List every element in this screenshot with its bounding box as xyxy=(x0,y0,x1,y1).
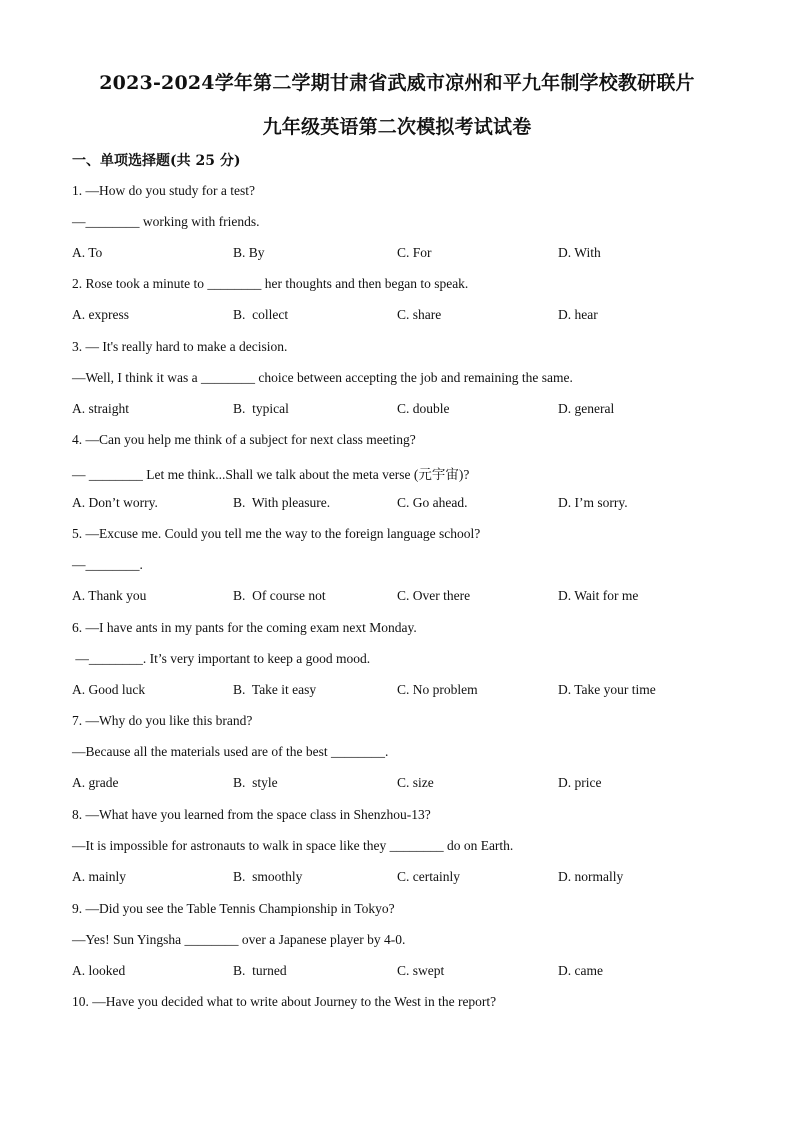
exam-title-line2: 九年级英语第二次模拟考试试卷 xyxy=(262,116,532,138)
q4-option-c: C. Go ahead. xyxy=(397,495,468,510)
q5-option-b: B. Of course not xyxy=(233,588,326,603)
q4-option-b: B. With pleasure. xyxy=(233,495,331,510)
q7-option-c: C. size xyxy=(397,775,434,790)
q4-option-a: A. Don’t worry. xyxy=(72,495,158,510)
q5-stem-line2: —________. xyxy=(72,557,143,572)
q9-stem-line1: 9. —Did you see the Table Tennis Championship in Tokyo? xyxy=(72,901,395,916)
q3-option-c: C. double xyxy=(397,401,450,416)
q8-option-b: B. smoothly xyxy=(233,869,303,884)
q3-option-d: D. general xyxy=(558,401,615,416)
q5-option-a: A. Thank you xyxy=(72,588,147,603)
q10-stem-line1: 10. —Have you decided what to write about Journey to the West in the report? xyxy=(72,994,497,1009)
q1-stem-line2: —________ working with friends. xyxy=(72,214,260,229)
q2-stem-line1: 2. Rose took a minute to ________ her thoughts and then began to speak. xyxy=(72,276,469,291)
q1-stem-line1: 1. —How do you study for a test? xyxy=(72,183,255,198)
q3-option-a: A. straight xyxy=(72,401,129,416)
q1-option-a: A. To xyxy=(72,245,103,260)
q6-option-b: B. Take it easy xyxy=(233,682,317,697)
q6-stem-line2: —________. It’s very important to keep a good mood. xyxy=(72,651,371,666)
q8-option-c: C. certainly xyxy=(397,869,460,884)
q8-option-a: A. mainly xyxy=(72,869,126,884)
q8-stem-line1: 8. —What have you learned from the space class in Shenzhou-13? xyxy=(72,807,431,822)
q9-option-a: A. looked xyxy=(72,963,126,978)
q9-option-c: C. swept xyxy=(397,963,445,978)
q5-option-c: C. Over there xyxy=(397,588,471,603)
q7-option-d: D. price xyxy=(558,775,602,790)
q9-option-b: B. turned xyxy=(233,963,287,978)
q4-stem-line2: — ________ Let me think...Shall we talk about the meta verse (元宇宙)? xyxy=(72,467,470,482)
q2-option-b: B. collect xyxy=(233,307,289,322)
q6-stem-line1: 6. —I have ants in my pants for the coming exam next Monday. xyxy=(72,620,417,635)
q4-stem-line1: 4. —Can you help me think of a subject for next class meeting? xyxy=(72,432,416,447)
exam-title-line1: 2023-2024学年第二学期甘肃省武威市凉州和平九年制学校教研联片 xyxy=(99,72,695,94)
q6-option-d: D. Take your time xyxy=(558,682,656,697)
q7-stem-line1: 7. —Why do you like this brand? xyxy=(72,713,253,728)
q3-stem-line1: 3. — It's really hard to make a decision. xyxy=(72,339,288,354)
q9-option-d: D. came xyxy=(558,963,603,978)
q1-option-d: D. With xyxy=(558,245,601,260)
q2-option-c: C. share xyxy=(397,307,442,322)
q4-option-d: D. I’m sorry. xyxy=(558,495,628,510)
section-heading: 一、单项选择题(共 25 分) xyxy=(72,153,241,169)
q3-stem-line2: —Well, I think it was a ________ choice between accepting the job and remaining the same. xyxy=(72,370,573,385)
q7-option-b: B. style xyxy=(233,775,278,790)
q7-stem-line2: —Because all the materials used are of the best ________. xyxy=(72,744,389,759)
q1-option-c: C. For xyxy=(397,245,432,260)
q6-option-c: C. No problem xyxy=(397,682,478,697)
q1-option-b: B. By xyxy=(233,245,265,260)
q2-option-d: D. hear xyxy=(558,307,598,322)
q7-option-a: A. grade xyxy=(72,775,119,790)
q8-stem-line2: —It is impossible for astronauts to walk in space like they ________ do on Earth. xyxy=(72,838,514,853)
q5-option-d: D. Wait for me xyxy=(558,588,639,603)
q6-option-a: A. Good luck xyxy=(72,682,146,697)
q2-option-a: A. express xyxy=(72,307,129,322)
q5-stem-line1: 5. —Excuse me. Could you tell me the way to the foreign language school? xyxy=(72,526,481,541)
q8-option-d: D. normally xyxy=(558,869,624,884)
q3-option-b: B. typical xyxy=(233,401,289,416)
q9-stem-line2: —Yes! Sun Yingsha ________ over a Japanese player by 4-0. xyxy=(72,932,406,947)
